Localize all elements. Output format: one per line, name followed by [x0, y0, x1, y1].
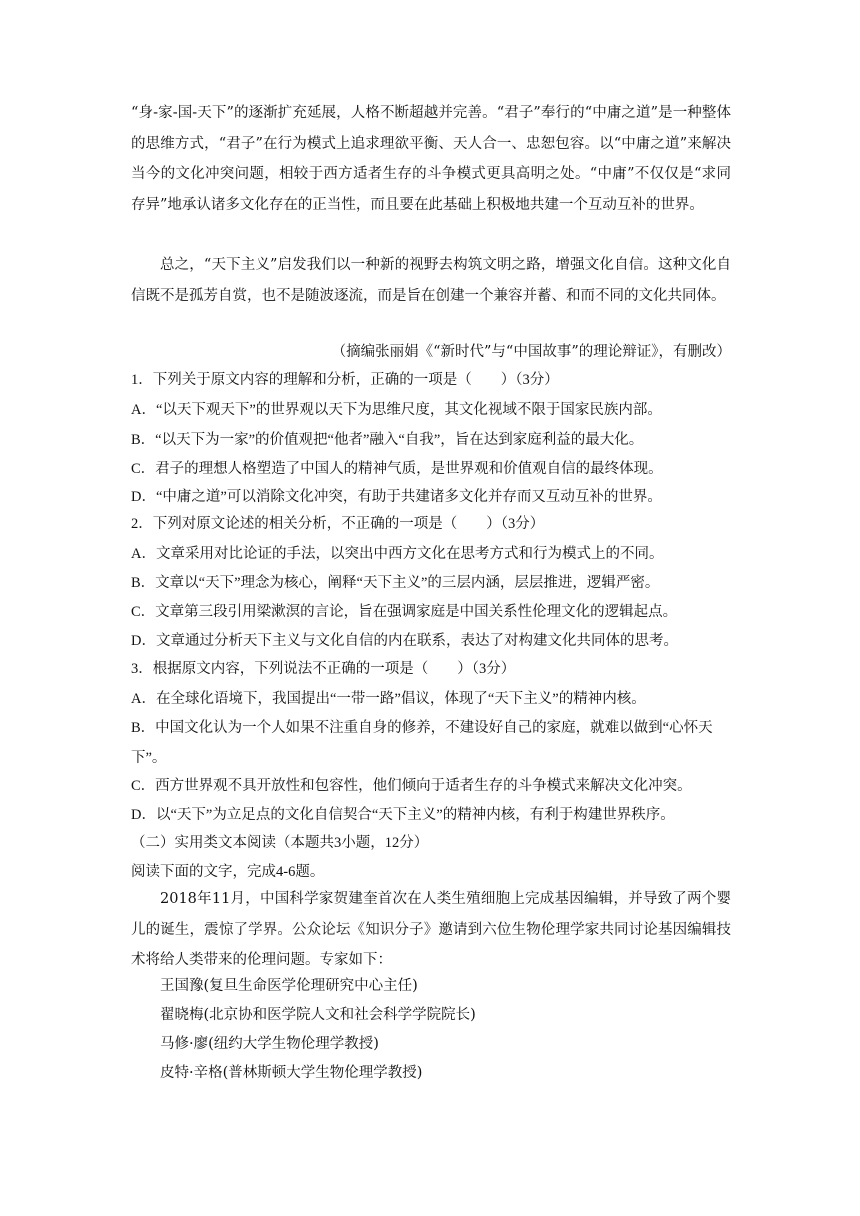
question-1-option-c: C．君子的理想人格塑造了中国人的精神气质，是世界观和价值观自信的最终体现。: [131, 461, 663, 477]
passage-paragraph-conclusion: 总之，“天下主义”启发我们以一种新的视野去构筑文明之路，增强文化自信。这种文化自信既不是孤芳自赏，也不是随波逐流，而是旨在创建一个兼容并蓄、和而不同的文化共同体。: [131, 257, 731, 304]
question-2-option-c: C．文章第三段引用梁漱溟的言论，旨在强调家庭是中国关系性伦理文化的逻辑起点。: [131, 604, 678, 620]
section-intro-paragraph: 2018年11月，中国科学家贺建奎首次在人类生殖细胞上完成基因编辑，并导致了两个婴儿的诞生，震惊了学界。公众论坛《知识分子》邀请到六位生物伦理学家共同讨论基因编辑技术将给人类带来的伦理问题。专家如下：: [131, 891, 731, 968]
expert-item: 马修·廖(纽约大学生物伦理学教授): [160, 1036, 379, 1052]
question-1-option-d: D．“中庸之道”可以消除文化冲突，有助于共建诸多文化并存而又互动互补的世界。: [131, 489, 662, 505]
expert-item: 王国豫(复旦生命医学伦理研究中心主任): [160, 978, 418, 994]
expert-item: 皮特·辛格(普林斯顿大学生物伦理学教授): [160, 1065, 423, 1081]
section-heading: （二）实用类文本阅读（本题共3小题，12分）: [131, 835, 429, 851]
question-1-option-b: B．“以天下为一家”的价值观把“他者”融入“自我”，旨在达到家庭利益的最大化。: [131, 432, 644, 448]
question-2-option-b: B．文章以“天下”理念为核心，阐释“天下主义”的三层内涵，层层推进，逻辑严密。: [131, 575, 660, 591]
question-1-option-a: A．“以天下观天下”的世界观以天下为思维尺度，其文化视域不限于国家民族内部。: [131, 402, 662, 418]
section-instruction: 阅读下面的文字，完成4-6题。: [131, 864, 325, 880]
expert-item: 翟晓梅(北京协和医学院人文和社会科学学院院长): [160, 1007, 476, 1023]
passage-paragraph: “身-家-国-天下”的逐渐扩充延展，人格不断超越并完善。“君子”奉行的“中庸之道”是一种整体的思维方式，“君子”在行为模式上追求理欲平衡、天人合一、忠恕包容。以“中庸之道”来解决当今的文化冲突问题，相较于西方适者生存的斗争模式更具高明之处。“中庸”不仅仅是“求同存异”地承认诸多文化存在的正当性，而且要在此基础上积极地共建一个互动互补的世界。: [131, 105, 731, 213]
question-2-option-d: D．文章通过分析天下主义与文化自信的内在联系，表达了对构建文化共同体的思考。: [131, 633, 678, 649]
question-3-option-c: C．西方世界观不具开放性和包容性，他们倾向于适者生存的斗争模式来解决文化冲突。: [131, 778, 692, 794]
source-citation: （摘编张丽娟《“新时代”与“中国故事”的理论辩证》，有删改）: [331, 344, 731, 360]
question-3-option-b: B．中国文化认为一个人如果不注重自身的修养，不建设好自己的家庭，就难以做到“心怀天下”。: [131, 720, 713, 766]
question-2-option-a: A．文章采用对比论证的手法，以突出中西方文化在思考方式和行为模式上的不同。: [131, 546, 664, 562]
question-2-stem: 2．下列对原文论述的相关分析，不正确的一项是（ ）（3分）: [131, 516, 545, 532]
question-3-option-d: D．以“天下”为立足点的文化自信契合“天下主义”的精神内核，有利于构建世界秩序。: [131, 807, 675, 823]
question-3-stem: 3．根据原文内容，下列说法不正确的一项是（ ）（3分）: [131, 661, 516, 677]
question-3-option-a: A．在全球化语境下，我国提出“一带一路”倡议，体现了“天下主义”的精神内核。: [131, 691, 646, 707]
question-1-stem: 1．下列关于原文内容的理解和分析，正确的一项是（ ）（3分）: [131, 372, 559, 388]
